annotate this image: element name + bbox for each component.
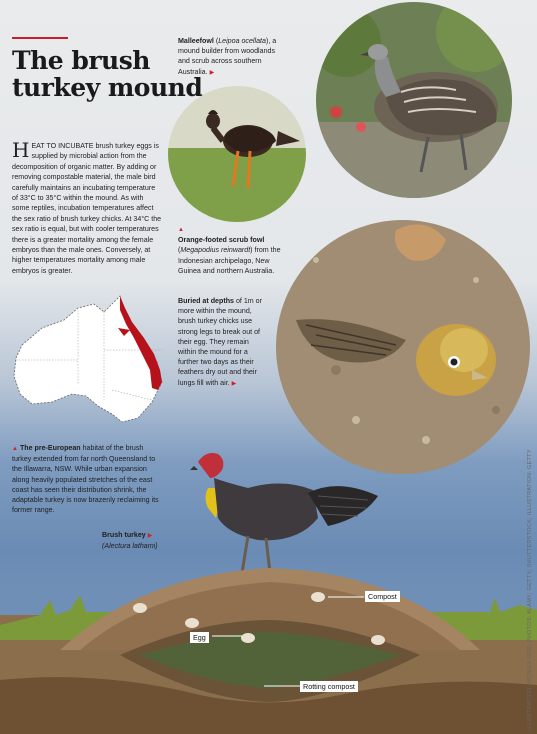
malleefowl-latin: Leipoa ocellata — [218, 37, 266, 45]
range-caption — [12, 443, 162, 515]
scrubfowl-text: from the Indonesian archipelago, New Guinea and northern Australia. — [178, 246, 281, 275]
arrow-up-icon: ▲ — [12, 446, 18, 452]
intro-text: EAT TO INCUBATE brush turkey eggs is supplied by microbial action from the decomposition of organic matter. By adding or removing compostable material, the male bird carefully maintains an incubating temperature of 33°C to 35°C within the mound. As with some reptiles, incubation temperatures affect the sex ratio of brush turkey chicks. At 34°C the sex ratio is equal, but with cooler temperatures there is a greater mortality among the female embryos than the male ones. Conversely, at higher temperatures mortality among male embryos is greater. — [12, 142, 162, 275]
arrow-right-icon: ▶ — [209, 69, 215, 76]
arrow-up-icon: ▲ — [178, 227, 184, 233]
scrubfowl-photo — [168, 86, 306, 222]
brushturkey-latin: (Alectura lathami) — [102, 542, 158, 551]
buried-name: Buried at depths — [178, 297, 234, 305]
page-title — [12, 47, 202, 101]
label-rotting-compost: Rotting compost — [300, 681, 358, 692]
intro-paragraph — [12, 138, 162, 276]
scrubfowl-name: Orange-footed scrub fowl — [178, 236, 265, 245]
drop-cap: H — [12, 138, 30, 162]
range-name: The pre-European — [19, 444, 81, 452]
malleefowl-caption: Malleefowl (Leipoa ocellata), a mound builder from woodlands and scrub across southern Australia. ▶ — [178, 37, 277, 76]
brushturkey-caption — [102, 530, 182, 551]
chick-photo — [276, 220, 530, 474]
brushturkey-illustration — [188, 448, 378, 578]
arrow-right-icon: ▶ — [147, 533, 153, 539]
scrubfowl-latin: Megapodius reinwardt — [180, 246, 251, 255]
mound-illustration — [0, 560, 537, 734]
title-rule — [12, 37, 68, 39]
title-line-1: The brush — [12, 46, 150, 75]
brushturkey-name: Brush turkey — [102, 531, 146, 539]
malleefowl-photo — [316, 2, 512, 198]
malleefowl-text: , a mound builder from woodlands and scrub across southern Australia. — [178, 37, 277, 76]
range-map — [12, 290, 167, 438]
buried-text: of 1m or more within the mound, brush turkey chicks use strong legs to break out of their egg. They remain within the mound for a further two days as their feathers dry out and their lungs fill with air. — [178, 297, 262, 387]
range-text: habitat of the brush turkey extended from far north Queensland to the Illawarra, NSW. While urban expansion along heavily populated stretches of the east coast has seen their distribution shrink, the adaptable turkey is now brazenly reclaiming its former range. — [12, 444, 159, 515]
image-credit: ILLUSTRATION: MONIKA ROE; PHOTOS: ALAMY; GETTY; SHUTTERSTOCK; ILLUSTRATION: GETTY — [527, 449, 533, 730]
label-compost: Compost — [365, 591, 400, 602]
malleefowl-name: Malleefowl — [178, 37, 214, 45]
buried-caption — [178, 296, 263, 389]
title-line-2: turkey mound — [12, 73, 203, 102]
label-egg: Egg — [190, 632, 209, 643]
arrow-right-icon: ▶ — [231, 380, 237, 387]
scrubfowl-caption: ▲ Orange-footed scrub fowl (Megapodius reinwardt) from the Indonesian archipelago, New Guinea and northern Australia. — [178, 227, 281, 275]
